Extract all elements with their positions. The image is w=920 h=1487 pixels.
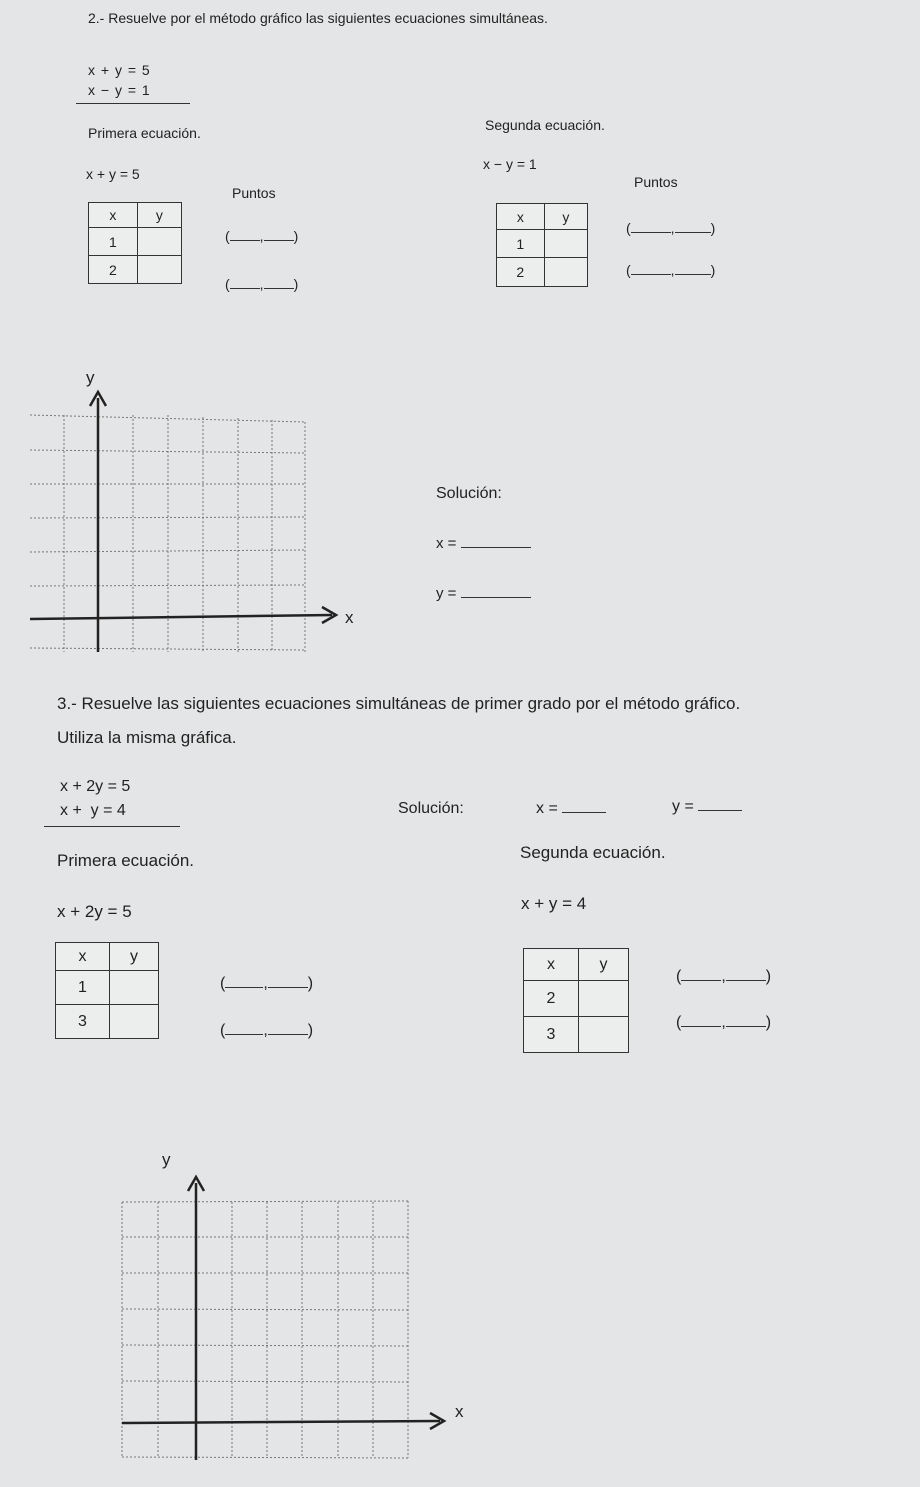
- table-cell-y[interactable]: [137, 228, 181, 256]
- table-cell-x: 2: [524, 981, 579, 1017]
- problem2-points-label-2: Puntos: [634, 174, 678, 190]
- point-blank[interactable]: ( , ): [676, 1014, 772, 1031]
- table-cell-y[interactable]: [109, 971, 158, 1005]
- problem3-eq1: x + 2y = 5: [57, 902, 132, 921]
- problem3-table2: [523, 948, 629, 1053]
- problem3-solution-label: Solución:: [398, 800, 464, 817]
- table-cell-y[interactable]: [579, 981, 629, 1017]
- graph-y-label: y: [86, 368, 95, 387]
- table-cell-x: 2: [497, 258, 545, 287]
- table-header-y: y: [109, 943, 158, 971]
- problem2-system-eq1: x + y = 5: [88, 62, 151, 78]
- problem2-solution-x[interactable]: x =: [436, 535, 531, 552]
- problem3-subheading: Utiliza la misma gráfica.: [57, 728, 237, 747]
- graph-y-label: y: [162, 1150, 171, 1169]
- table-cell-y[interactable]: [544, 258, 587, 287]
- problem3-system-eq1: x + 2y = 5: [60, 778, 131, 795]
- problem2-points-label-1: Puntos: [232, 185, 276, 201]
- problem3-first-label: Primera ecuación.: [57, 851, 195, 870]
- problem3-solution-y[interactable]: y =: [672, 798, 742, 816]
- table-cell-x: 3: [524, 1017, 579, 1053]
- problem3-system-eq2: x + y = 4: [60, 802, 126, 819]
- system-underline: [44, 826, 180, 827]
- problem2-first-label: Primera ecuación.: [88, 125, 201, 141]
- table-cell-x: 2: [89, 256, 138, 284]
- table-header-y: y: [579, 949, 629, 981]
- point-blank[interactable]: ( , ): [220, 1022, 314, 1039]
- table-header-y: y: [544, 204, 587, 230]
- system-underline: [76, 103, 190, 104]
- problem3-table1: [55, 942, 159, 1039]
- problem2-table1: [88, 202, 182, 284]
- problem2-system-eq2: x − y = 1: [88, 82, 151, 98]
- problem2-solution-label: Solución:: [436, 485, 502, 502]
- table-cell-y[interactable]: [109, 1005, 158, 1039]
- problem2-table2: [496, 203, 588, 287]
- problem3-second-label: Segunda ecuación.: [520, 843, 666, 862]
- point-blank[interactable]: ( , ): [626, 220, 716, 236]
- point-blank[interactable]: ( , ): [626, 262, 716, 278]
- problem3-eq2: x + y = 4: [521, 894, 587, 913]
- table-header-x: x: [56, 943, 110, 971]
- table-cell-x: 3: [56, 1005, 110, 1039]
- table-cell-x: 1: [497, 230, 545, 258]
- problem2-eq2: x − y = 1: [483, 156, 537, 172]
- table-cell-y[interactable]: [137, 256, 181, 284]
- table-cell-y[interactable]: [579, 1017, 629, 1053]
- table-header-x: x: [497, 204, 545, 230]
- problem2-coordinate-grid: [20, 380, 340, 655]
- problem3-solution-x[interactable]: x =: [536, 800, 606, 818]
- point-blank[interactable]: ( , ): [220, 975, 314, 992]
- graph-x-label: x: [345, 608, 354, 627]
- table-header-x: x: [89, 203, 138, 228]
- table-cell-x: 1: [89, 228, 138, 256]
- graph-x-label: x: [455, 1402, 464, 1421]
- problem2-second-label: Segunda ecuación.: [485, 117, 605, 133]
- problem2-eq1: x + y = 5: [86, 166, 140, 182]
- table-cell-y[interactable]: [544, 230, 587, 258]
- problem3-coordinate-grid: [110, 1165, 460, 1465]
- point-blank[interactable]: ( , ): [225, 276, 299, 292]
- table-header-y: y: [137, 203, 181, 228]
- problem2-solution-y[interactable]: y =: [436, 585, 531, 602]
- problem2-heading: 2.- Resuelve por el método gráfico las siguientes ecuaciones simultáneas.: [88, 10, 548, 26]
- table-cell-x: 1: [56, 971, 110, 1005]
- point-blank[interactable]: ( , ): [225, 228, 299, 244]
- point-blank[interactable]: ( , ): [676, 968, 772, 985]
- problem3-heading: 3.- Resuelve las siguientes ecuaciones simultáneas de primer grado por el método gráfico.: [57, 694, 741, 713]
- table-header-x: x: [524, 949, 579, 981]
